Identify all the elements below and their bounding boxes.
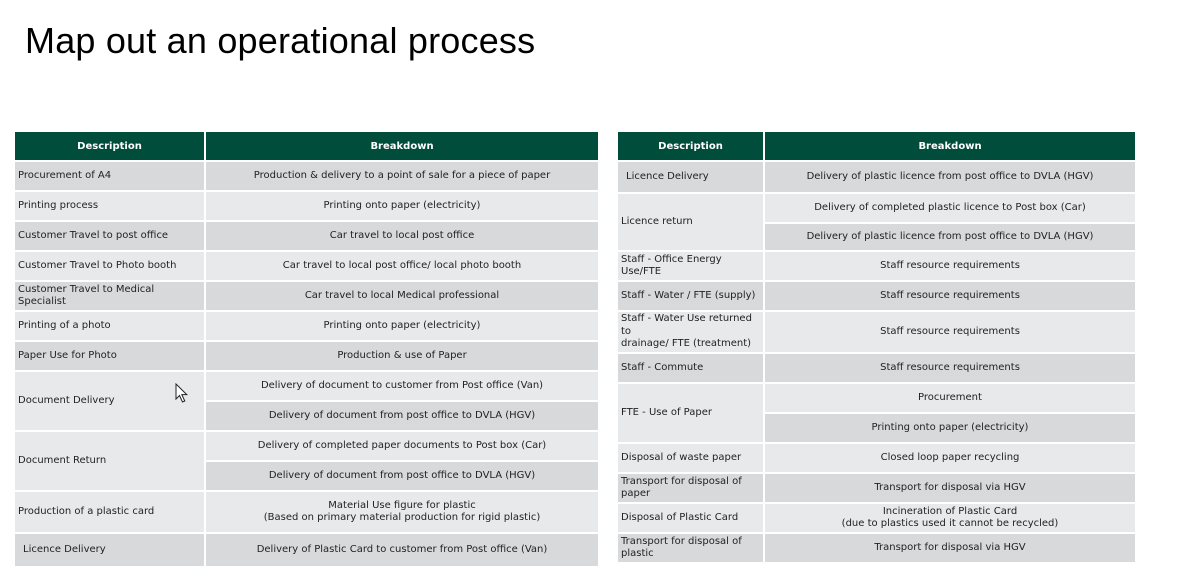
mouse-pointer-icon bbox=[175, 383, 189, 403]
row-breakdown: Staff resource requirements bbox=[764, 311, 1135, 353]
row-description: Printing of a photo bbox=[15, 311, 205, 341]
row-breakdown: Car travel to local Medical professional bbox=[205, 281, 598, 311]
table-row bbox=[618, 383, 1135, 413]
table-row bbox=[618, 251, 1135, 281]
row-breakdown: Printing onto paper (electricity) bbox=[205, 191, 598, 221]
row-description: Staff - Water Use returned to drainage/ FTE (treatment) bbox=[618, 311, 764, 353]
row-breakdown: Staff resource requirements bbox=[764, 281, 1135, 311]
row-breakdown: Transport for disposal via HGV bbox=[764, 473, 1135, 503]
row-breakdown: Car travel to local post office bbox=[205, 221, 598, 251]
row-description: Licence return bbox=[618, 193, 764, 251]
row-description: Customer Travel to Medical Specialist bbox=[15, 281, 205, 311]
table-row bbox=[15, 191, 598, 221]
table-row bbox=[15, 281, 598, 311]
table-row bbox=[618, 353, 1135, 383]
row-breakdown: Delivery of document from post office to DVLA (HGV) bbox=[205, 461, 598, 491]
table-row bbox=[15, 371, 598, 401]
row-breakdown: Staff resource requirements bbox=[764, 251, 1135, 281]
row-breakdown: Printing onto paper (electricity) bbox=[205, 311, 598, 341]
row-description: Document Delivery bbox=[15, 371, 205, 431]
table-row bbox=[15, 341, 598, 371]
row-description: Licence Delivery bbox=[618, 161, 764, 193]
description-header: Description bbox=[15, 132, 205, 161]
header-row bbox=[618, 132, 1135, 161]
row-description: Printing process bbox=[15, 191, 205, 221]
row-breakdown: Car travel to local post office/ local photo booth bbox=[205, 251, 598, 281]
row-breakdown: Delivery of document from post office to DVLA (HGV) bbox=[205, 401, 598, 431]
table-row bbox=[15, 431, 598, 461]
row-description: Document Return bbox=[15, 431, 205, 491]
row-description: Staff - Office Energy Use/FTE bbox=[618, 251, 764, 281]
row-description: Procurement of A4 bbox=[15, 161, 205, 191]
row-breakdown: Closed loop paper recycling bbox=[764, 443, 1135, 473]
row-description: Paper Use for Photo bbox=[15, 341, 205, 371]
row-breakdown: Delivery of Plastic Card to customer from Post office (Van) bbox=[205, 533, 598, 567]
row-breakdown: Incineration of Plastic Card (due to plastics used it cannot be recycled) bbox=[764, 503, 1135, 533]
table-row bbox=[15, 491, 598, 533]
table-row bbox=[15, 221, 598, 251]
table-row bbox=[618, 503, 1135, 533]
table-row bbox=[15, 251, 598, 281]
row-breakdown: Transport for disposal via HGV bbox=[764, 533, 1135, 563]
header-row bbox=[15, 132, 598, 161]
page-title: Map out an operational process bbox=[25, 20, 536, 61]
row-description: Disposal of waste paper bbox=[618, 443, 764, 473]
row-breakdown: Delivery of plastic licence from post office to DVLA (HGV) bbox=[764, 223, 1135, 251]
row-breakdown: Delivery of completed plastic licence to Post box (Car) bbox=[764, 193, 1135, 223]
table-row bbox=[618, 193, 1135, 223]
row-description: FTE - Use of Paper bbox=[618, 383, 764, 443]
row-description: Licence Delivery bbox=[15, 533, 205, 567]
table-row bbox=[618, 533, 1135, 563]
left-process-table bbox=[15, 132, 598, 568]
row-breakdown: Production & use of Paper bbox=[205, 341, 598, 371]
row-breakdown: Production & delivery to a point of sale for a piece of paper bbox=[205, 161, 598, 191]
row-breakdown: Staff resource requirements bbox=[764, 353, 1135, 383]
table-row bbox=[15, 533, 598, 567]
table-row bbox=[618, 311, 1135, 353]
table-row bbox=[618, 443, 1135, 473]
right-process-table bbox=[618, 132, 1135, 564]
row-description: Customer Travel to Photo booth bbox=[15, 251, 205, 281]
row-description: Staff - Commute bbox=[618, 353, 764, 383]
row-breakdown: Delivery of plastic licence from post office to DVLA (HGV) bbox=[764, 161, 1135, 193]
table-row bbox=[618, 161, 1135, 193]
description-header: Description bbox=[618, 132, 764, 161]
row-breakdown: Delivery of document to customer from Post office (Van) bbox=[205, 371, 598, 401]
table-row bbox=[618, 281, 1135, 311]
row-description: Customer Travel to post office bbox=[15, 221, 205, 251]
table-row bbox=[15, 311, 598, 341]
row-description: Disposal of Plastic Card bbox=[618, 503, 764, 533]
row-description: Transport for disposal of paper bbox=[618, 473, 764, 503]
table-row bbox=[15, 161, 598, 191]
row-breakdown: Procurement bbox=[764, 383, 1135, 413]
breakdown-header: Breakdown bbox=[205, 132, 598, 161]
breakdown-header: Breakdown bbox=[764, 132, 1135, 161]
table-row bbox=[618, 473, 1135, 503]
row-description: Staff - Water / FTE (supply) bbox=[618, 281, 764, 311]
row-breakdown: Printing onto paper (electricity) bbox=[764, 413, 1135, 443]
row-breakdown: Material Use figure for plastic (Based on primary material production for rigid plastic) bbox=[205, 491, 598, 533]
row-description: Transport for disposal of plastic bbox=[618, 533, 764, 563]
row-breakdown: Delivery of completed paper documents to Post box (Car) bbox=[205, 431, 598, 461]
row-description: Production of a plastic card bbox=[15, 491, 205, 533]
